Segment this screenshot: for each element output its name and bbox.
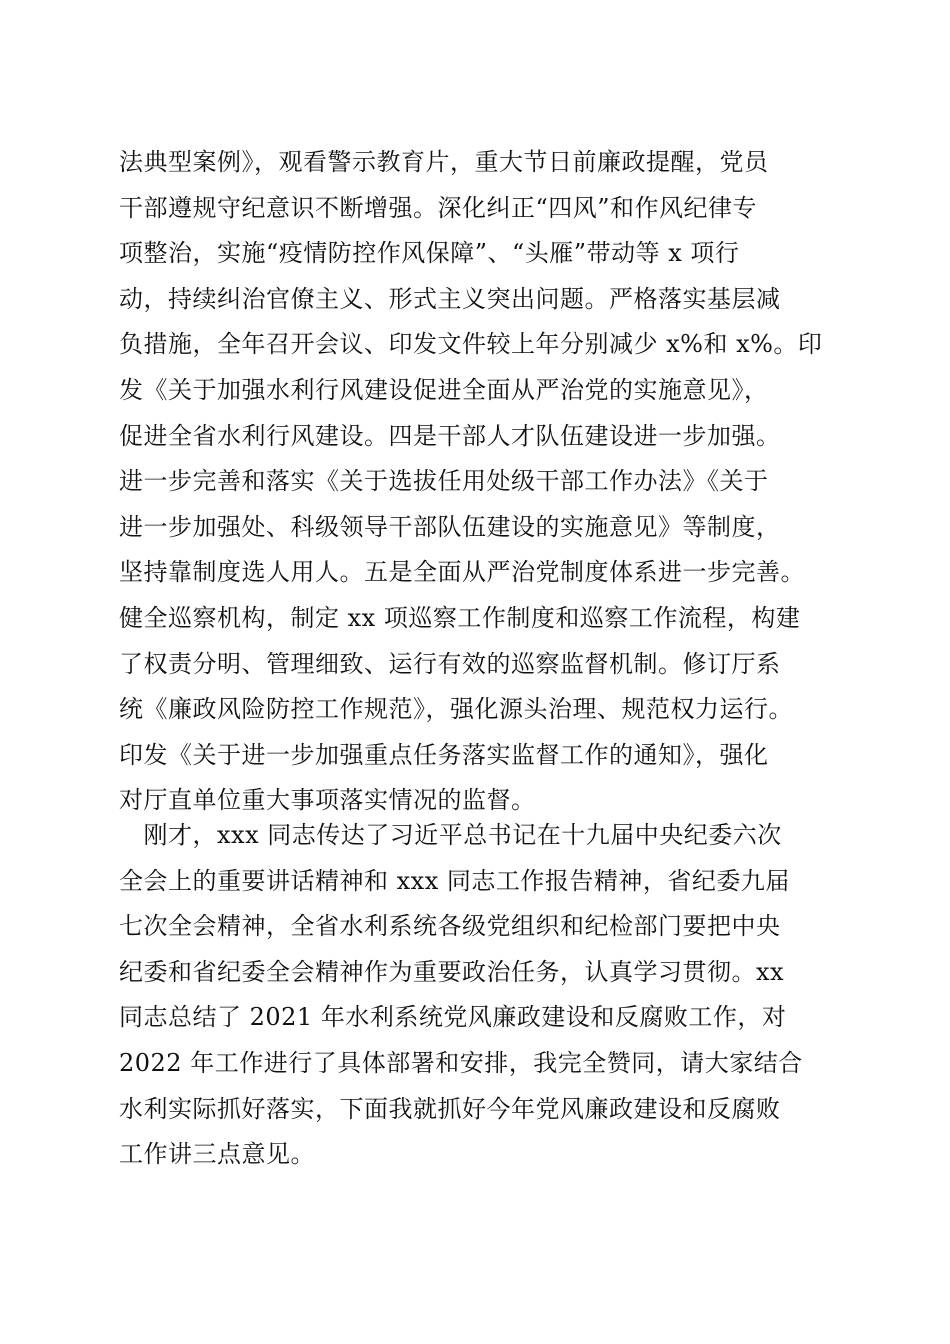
text-line: 印发《关于进一步加强重点任务落实监督工作的通知》，强化 bbox=[119, 740, 769, 769]
text-line: 项整治，实施“疫情防控作风保障”、“头雁”带动等 x 项行 bbox=[119, 239, 740, 268]
text-line: 动，持续纠治官僚主义、形式主义突出问题。严格落实基层减 bbox=[119, 284, 781, 313]
text-line: 健全巡察机构，制定 xx 项巡察工作制度和巡察工作流程，构建 bbox=[119, 603, 801, 632]
text-line: 进一步加强处、科级领导干部队伍建设的实施意见》等制度， bbox=[119, 512, 781, 541]
text-line: 2022 年工作进行了具体部署和安排，我完全赞同，请大家结合 bbox=[119, 1048, 803, 1077]
paragraph-1 bbox=[119, 140, 839, 824]
text-line: 工作讲三点意见。 bbox=[119, 1140, 315, 1169]
text-line: 同志总结了 2021 年水利系统党风廉政建设和反腐败工作，对 bbox=[119, 1003, 787, 1032]
text-line: 对厅直单位重大事项落实情况的监督。 bbox=[119, 786, 536, 815]
text-line: 全会上的重要讲话精神和 xxx 同志工作报告精神，省纪委九届 bbox=[119, 866, 790, 895]
text-line: 坚持靠制度选人用人。五是全面从严治党制度体系进一步完善。 bbox=[119, 558, 805, 587]
text-line: 法典型案例》，观看警示教育片，重大节日前廉政提醒，党员 bbox=[119, 148, 769, 176]
text-line: 水利实际抓好落实，下面我就抓好今年党风廉政建设和反腐败 bbox=[119, 1094, 781, 1123]
text-line: 进一步完善和落实《关于选拔任用处级干部工作办法》《关于 bbox=[119, 467, 769, 496]
text-line: 促进全省水利行风建设。四是干部人才队伍建设进一步加强。 bbox=[119, 421, 781, 450]
text-line: 了权责分明、管理细致、运行有效的巡察监督机制。修订厅系 bbox=[119, 649, 781, 678]
text-line: 负措施，全年召开会议、印发文件较上年分别减少 x%和 x%。印 bbox=[119, 330, 823, 359]
text-line: 发《关于加强水利行风建设促进全面从严治党的实施意见》， bbox=[119, 375, 769, 404]
text-line: 刚才，xxx 同志传达了习近平总书记在十九届中央纪委六次 bbox=[119, 821, 782, 849]
text-line: 七次全会精神，全省水利系统各级党组织和纪检部门要把中央 bbox=[119, 912, 781, 941]
text-line: 统《廉政风险防控工作规范》，强化源头治理、规范权力运行。 bbox=[119, 695, 793, 724]
text-line: 纪委和省纪委全会精神作为重要政治任务，认真学习贯彻。xx bbox=[119, 957, 785, 986]
paragraph-2 bbox=[119, 813, 839, 1178]
text-line: 干部遵规守纪意识不断增强。深化纠正“四风”和作风纪律专 bbox=[119, 193, 758, 222]
